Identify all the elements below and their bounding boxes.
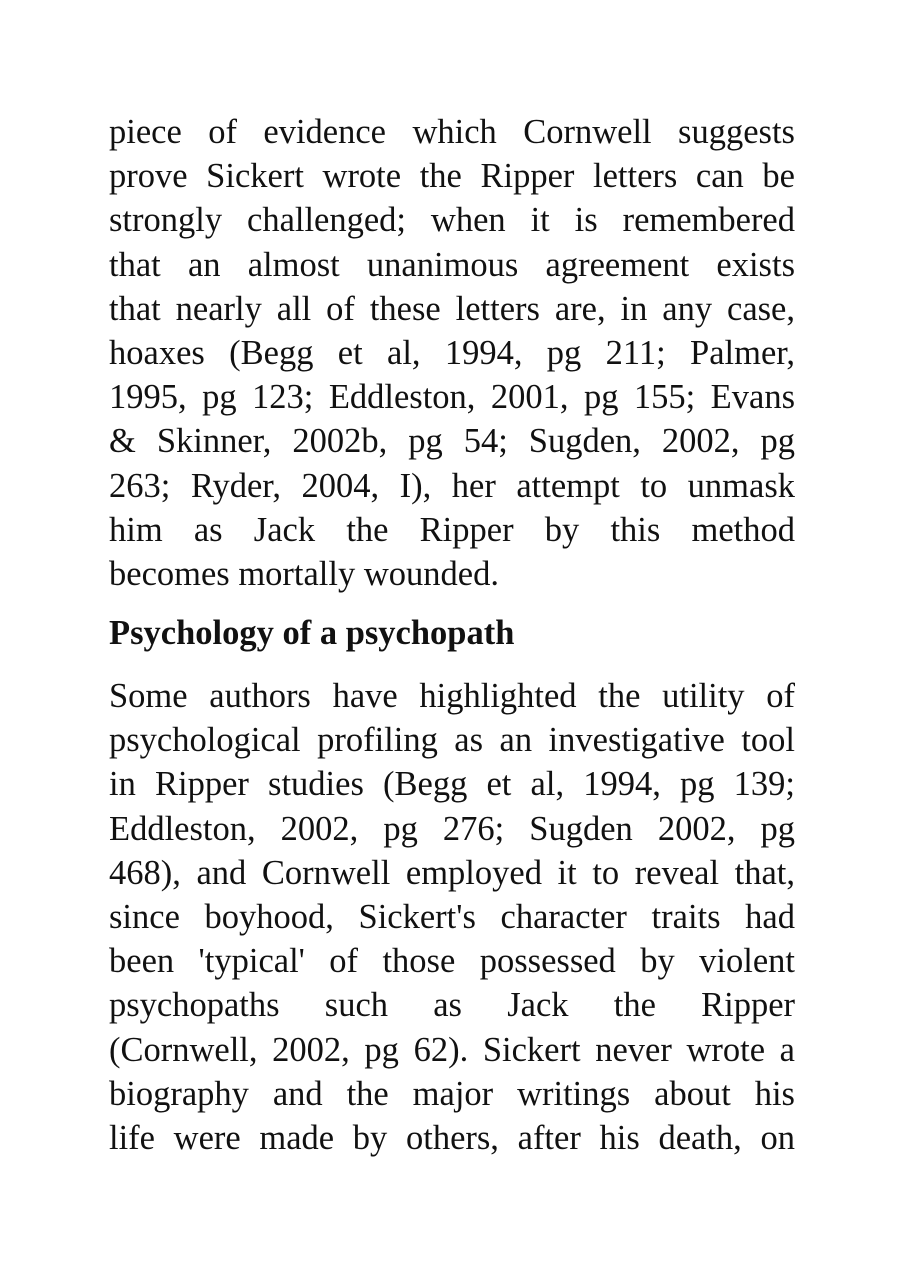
text-line: life were made by others, after his death, on	[109, 1118, 795, 1157]
text-line: strongly challenged; when it is remembered	[109, 201, 795, 240]
text-line: that nearly all of these letters are, in any case,	[109, 289, 795, 328]
text-line: becomes mortally wounded.	[109, 554, 499, 593]
text-line: 468), and Cornwell employed it to reveal that,	[109, 853, 795, 892]
text-line: psychopaths such as Jack the Ripper	[109, 986, 795, 1025]
section-heading: Psychology of a psychopath	[109, 614, 515, 653]
text-line: piece of evidence which Cornwell suggests	[109, 113, 795, 151]
text-line: & Skinner, 2002b, pg 54; Sugden, 2002, pg	[109, 422, 795, 461]
text-line: biography and the major writings about his	[109, 1074, 795, 1113]
text-line: hoaxes (Begg et al, 1994, pg 211; Palmer,	[109, 333, 795, 372]
text-line: 1995, pg 123; Eddleston, 2001, pg 155; Evans	[109, 378, 795, 417]
text-line: 263; Ryder, 2004, I), her attempt to unmask	[109, 466, 795, 505]
document-page	[109, 110, 795, 1160]
text-line: Eddleston, 2002, pg 276; Sugden 2002, pg	[109, 809, 795, 848]
paragraph-psychology	[109, 674, 795, 1160]
paragraph-evidence	[109, 110, 795, 596]
text-line: in Ripper studies (Begg et al, 1994, pg 139;	[109, 765, 795, 804]
text-line: Some authors have highlighted the utility of	[109, 677, 795, 716]
text-line: that an almost unanimous agreement exists	[109, 245, 795, 284]
text-line: been 'typical' of those possessed by violent	[109, 942, 795, 981]
text-line: psychological profiling as an investigative tool	[109, 721, 795, 760]
text-line: prove Sickert wrote the Ripper letters can be	[109, 157, 795, 196]
text-line: (Cornwell, 2002, pg 62). Sickert never wrote a	[109, 1030, 795, 1069]
text-line: since boyhood, Sickert's character traits had	[109, 898, 795, 936]
text-line: him as Jack the Ripper by this method	[109, 510, 795, 549]
